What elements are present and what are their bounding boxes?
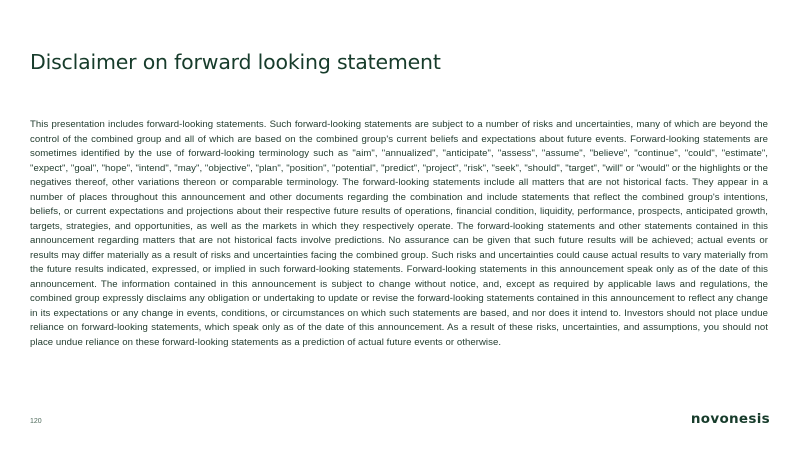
disclaimer-body-text: This presentation includes forward-looking statements. Such forward-looking statements are subject to a number of risks and uncertainties, many of which are beyond the control of the combined group and all of which are based on the combined group's current beliefs and expectations about future events. Forward-looking statements are sometimes identified by the use of forward-looking terminology such as "aim", "annualized", "anticipate", "assess", "assume", "believe", "continue", "could", "estimate", "expect", "goal", "hope", "intend", "may", "objective", "plan", "position", "potential", "predict", "project", "risk", "seek", "should", "target", "will" or "would" or the highlights or the negatives thereof, other variations thereon or comparable terminology. The forward-looking statements include all matters that are not historical facts. They appear in a number of places throughout this announcement and other documents regarding the combination and include statements that reflect the combined group's intentions, beliefs, or current expectations and projections about their respective future results of operations, financial condition, liquidity, performance, prospects, anticipated growth, targets, strategies, and opportunities, as well as the markets in which they respectively operate. The forward-looking statements and other statements contained in this announcement regarding matters that are not historical facts involve predictions. No assurance can be given that such future results will be achieved; actual events or results may differ materially as a result of risks and uncertainties facing the combined group. Such risks and uncertainties could cause actual results to vary materially from the future results indicated, expressed, or implied in such forward-looking statements. Forward-looking statements in this announcement speak only as of the date of this announcement. The information contained in this announcement is subject to change without notice, and, except as required by applicable laws and regulations, the combined group expressly disclaims any obligation or undertaking to update or revise the forward-looking statements contained in this announcement to reflect any change in its expectations or any change in events, conditions, or circumstances on which such statements are based, and nor does it intend to. Investors should not place undue reliance on forward-looking statements, which speak only as of the date of this announcement. As a result of these risks, uncertainties, and assumptions, you should not place undue reliance on these forward-looking statements as a prediction of actual future events or otherwise.: [30, 119, 768, 348]
page-number: 120: [30, 418, 42, 425]
slide-title: Disclaimer on forward looking statement: [30, 50, 441, 74]
novonesis-logo: novonesis: [690, 411, 770, 427]
